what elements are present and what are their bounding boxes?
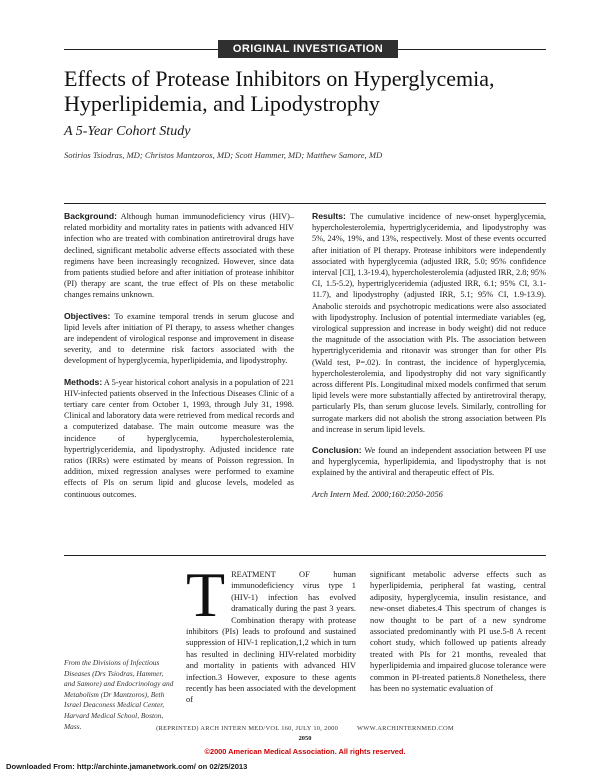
objectives-text: To examine temporal trends in serum glucose and lipid levels after initiation of PI therapy, to assess whether changes are independent of virological response and improvement in disease severity, and to determine risk factors associated with the development of hyperglycemia, hyperlipidemia, and lipodystrophy. <box>64 311 294 366</box>
abstract-background <box>64 211 294 301</box>
abstract-methods <box>64 377 294 500</box>
abstract-column-left <box>64 211 294 510</box>
body-column-1 <box>186 559 356 706</box>
author-list: Sotirios Tsiodras, MD; Christos Mantzoros, MD; Scott Hammer, MD; Matthew Samore, MD <box>64 150 383 160</box>
page-number: 2050 <box>298 735 312 742</box>
conclusion-text: We found an independent association between PI use and hyperglycemia, hyperlipidemia, and lipodystrophy that is not explained by the antiviral and therapeutic effect of PIs. <box>312 446 546 478</box>
abstract-top-rule <box>64 203 546 204</box>
drop-cap: T <box>186 559 226 630</box>
article-title: Effects of Protease Inhibitors on Hyperglycemia, Hyperlipidemia, and Lipodystrophy <box>64 66 495 116</box>
abstract-conclusion <box>312 445 546 479</box>
abstract-bottom-rule <box>64 555 546 556</box>
methods-text: A 5-year historical cohort analysis in a population of 221 HIV-infected patients observed in the Infectious Diseases Clinic of a tertiary care center from October 1, 1993, through July 31, 1998. Clinical and laboratory data were retrieved from medical records and a computerized database. The main outcome measure was the incidence of hyperglycemia, hypercholesterolemia, hypertriglyceridemia, and lipodystrophy. Adjusted incidence rate ratios (IRRs) were estimated by means of Poisson regression. In addition, mixed regression analyses were performed to examine effects of PIs on serum lipid and glucose levels, modeled as continuous outcomes. <box>64 377 294 499</box>
body-column-2 <box>370 569 546 694</box>
results-label: Results: <box>312 211 346 221</box>
affiliation-note: From the Divisions of Infectious Diseases (Drs Tsiodras, Hammer, and Samore) and Endocrinology and Metabolism (Dr Mantzoros), Beth Israel Deaconess Medical Center, Harvard Medical School, Boston, Mass. <box>64 658 174 731</box>
abstract-column-right <box>312 211 546 510</box>
objectives-label: Objectives: <box>64 310 111 321</box>
results-text: The cumulative incidence of new-onset hyperglycemia, hypercholesterolemia, hypertriglyceridemia, and lipodystrophy was 5%, 24%, 19%, and 13%, respectively. Most of these events occurred after initiation of PI therapy. Protease inhibitors were independently associated with hyperglycemia (adjusted IRR, 5.0; 95% confidence interval [CI], 1.3-19.4), hypercholesterolemia (adjusted IRR, 2.8; 95% CI, 1.5-5.2), hypertriglyceridemia (adjusted IRR, 6.1; 95% CI, 3.1-11.7), and lipodystrophy (adjusted IRR, 5.1; 95% CI, 1.9-13.9). Anabolic steroids and psychotropic medications were also associated with lipodystrophy. Inclusion of potential intermediate variables (eg, virological suppression and increase in body weight) did not reduce the magnitude of the association with PIs. The association between hypertriglyceridemia and ritonavir was stronger than for other PIs (Wald test, P=.02). In contrast, the incidence of hyperglycemia, hypercholesterolemia, and lipodystrophy did not vary significantly across different PIs. Longitudinal mixed models confirmed that serum lipid levels were more substantially affected by antiretroviral therapy, particularly PIs, than serum glucose levels. Similarly, controlling for surrogate markers did not abolish the strong association between PIs and increase in serum lipid levels. <box>312 212 546 434</box>
background-label: Background: <box>64 211 117 221</box>
abstract-objectives <box>64 311 294 367</box>
header-rule-left <box>64 49 218 50</box>
journal-footer-line: (REPRINTED) ARCH INTERN MED/VOL 160, JULY 10, 2000 WWW.ARCHINTERNMED.COM <box>156 725 454 732</box>
body-text-col1: REATMENT OF human immunodeficiency virus type 1 (HIV-1) infection has evolved dramatically during the past 3 years. Combination therapy with protease inhibitors (PIs) leads to profound and sustained suppression of HIV-1 replication,1,2 which in turn has resulted in declining HIV-related morbidity and mortality in patients with advanced HIV infection.3 However, exposure to these agents recently has been associated with the development of <box>186 570 356 705</box>
section-label: ORIGINAL INVESTIGATION <box>218 40 398 58</box>
abstract-results <box>312 211 546 435</box>
header-rule-right <box>398 49 546 50</box>
download-notice: Downloaded From: http://archinte.jamanetwork.com/ on 02/25/2013 <box>6 762 248 771</box>
copyright-notice: ©2000 American Medical Association. All rights reserved. <box>204 747 406 756</box>
body-text-col2: significant metabolic adverse effects such as hyperlipidemia, peripheral fat wasting, central adiposity, hyperglycemia, insulin resistance, and new-onset diabetes.4 This spectrum of changes is now thought to be part of a new syndrome associated predominantly with PI use.5-8 A recent cohort study, which followed up patients already treated with PIs for 21 months, revealed that hyperlipidemia and impaired glucose tolerance were common in PI-treated patients.8 Nonetheless, there has been no systematic evaluation of <box>370 570 546 694</box>
methods-label: Methods: <box>64 376 103 387</box>
citation: Arch Intern Med. 2000;160:2050-2056 <box>312 489 443 499</box>
conclusion-label: Conclusion: <box>312 445 362 456</box>
background-text: Although human immunodeficiency virus (HIV)–related morbidity and mortality rates in patients with advanced HIV infection who are treated with combination antiretroviral drugs have declined, significant metabolic adverse effects associated with these regimens have been increasingly recognized. However, since data from patients studied before and after initiation of protease inhibitor (PI) therapy are scant, the true effect of PIs on these metabolic changes remains unknown. <box>64 212 294 300</box>
article-subtitle: A 5-Year Cohort Study <box>64 124 191 139</box>
